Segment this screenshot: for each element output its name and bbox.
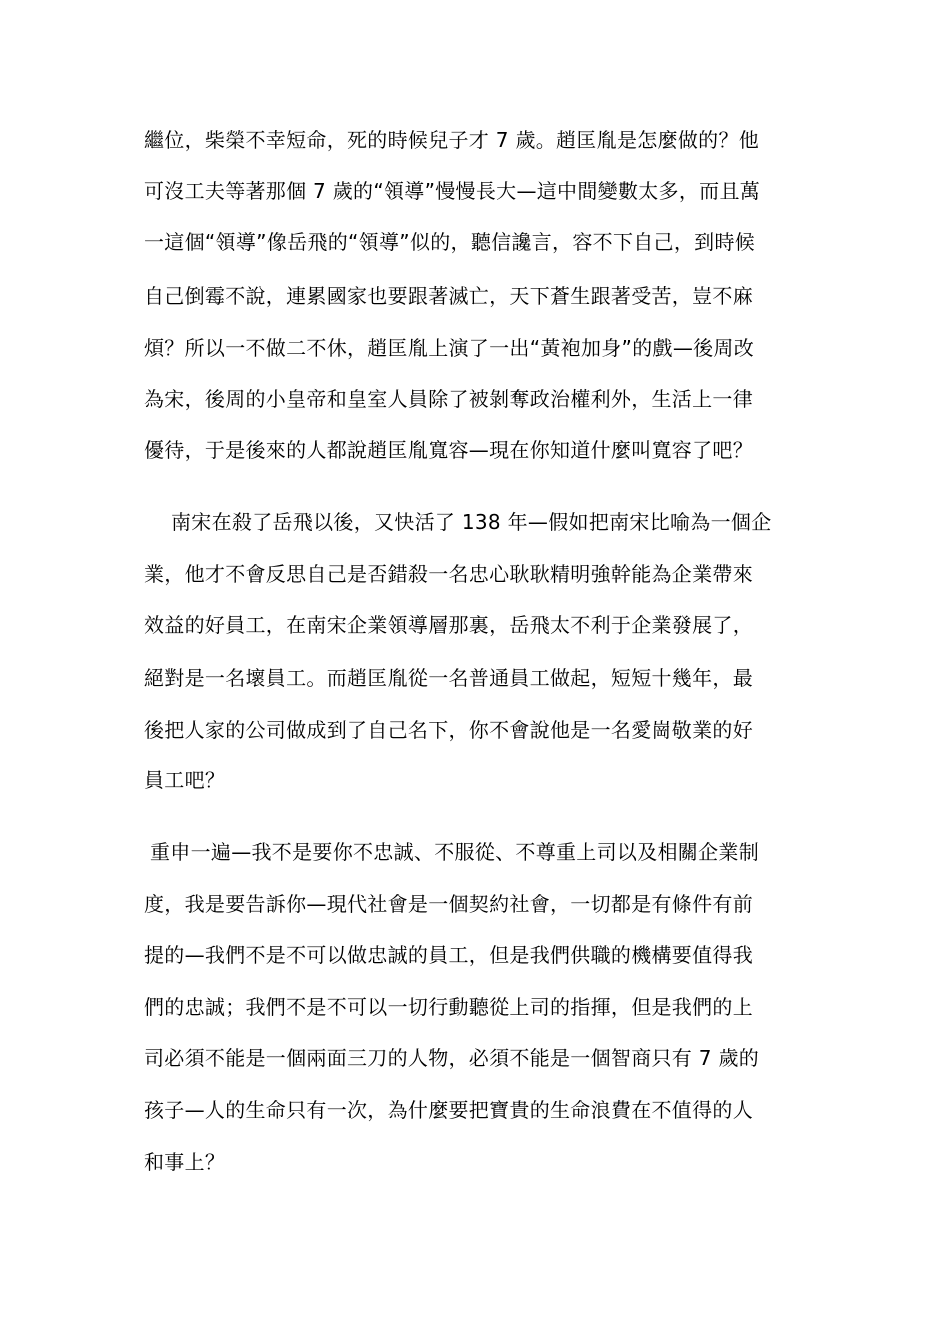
text-line: 司必須不能是一個兩面三刀的人物，必須不能是一個智商只有 7 歲的: [144, 1046, 760, 1070]
text-line: 可沒工夫等著那個 7 歲的“領導”慢慢長大—這中間變數太多，而且萬: [144, 179, 761, 203]
text-line: 員工吧？: [144, 768, 226, 792]
text-line: 後把人家的公司做成到了自己名下，你不會說他是一名愛崗敬業的好: [144, 718, 753, 742]
text-line: 自己倒霉不說，連累國家也要跟著滅亡，天下蒼生跟著受苦，豈不麻: [144, 284, 753, 308]
text-line: 絕對是一名壞員工。而趙匡胤從一名普通員工做起，短短十幾年，最: [144, 666, 753, 690]
text-line: 孩子—人的生命只有一次，為什麼要把寶貴的生命浪費在不值得的人: [144, 1098, 753, 1122]
text-line: 優待，于是後來的人都說趙匡胤寬容—現在你知道什麼叫寬容了吧？: [144, 438, 753, 462]
text-line: 們的忠誠；我們不是不可以一切行動聽從上司的指揮，但是我們的上: [144, 995, 753, 1019]
text-line: 繼位，柴榮不幸短命，死的時候兒子才 7 歲。趙匡胤是怎麼做的？他: [144, 128, 760, 152]
text-line: 一這個“領導”像岳飛的“領導”似的，聽信讒言，容不下自己，到時候: [144, 230, 756, 254]
text-line: 南宋在殺了岳飛以後，又快活了 138 年—假如把南宋比喻為一個企: [171, 510, 772, 534]
text-line: 度，我是要告訴你—現代社會是一個契約社會，一切都是有條件有前: [144, 892, 753, 916]
text-line: 效益的好員工，在南宋企業領導層那裏，岳飛太不利于企業發展了，: [144, 613, 753, 637]
text-line: 提的—我們不是不可以做忠誠的員工，但是我們供職的機構要值得我: [144, 943, 753, 967]
text-line: 重申一遍—我不是要你不忠誠、不服從、不尊重上司以及相關企業制: [150, 840, 759, 864]
text-line: 為宋，後周的小皇帝和皇室人員除了被剝奪政治權利外，生活上一律: [144, 387, 753, 411]
text-line: 和事上？: [144, 1150, 226, 1174]
text-line: 業，他才不會反思自己是否錯殺一名忠心耿耿精明強幹能為企業帶來: [144, 562, 753, 586]
text-line: 煩？所以一不做二不休，趙匡胤上演了一出“黃袍加身”的戲—後周改: [144, 336, 755, 360]
